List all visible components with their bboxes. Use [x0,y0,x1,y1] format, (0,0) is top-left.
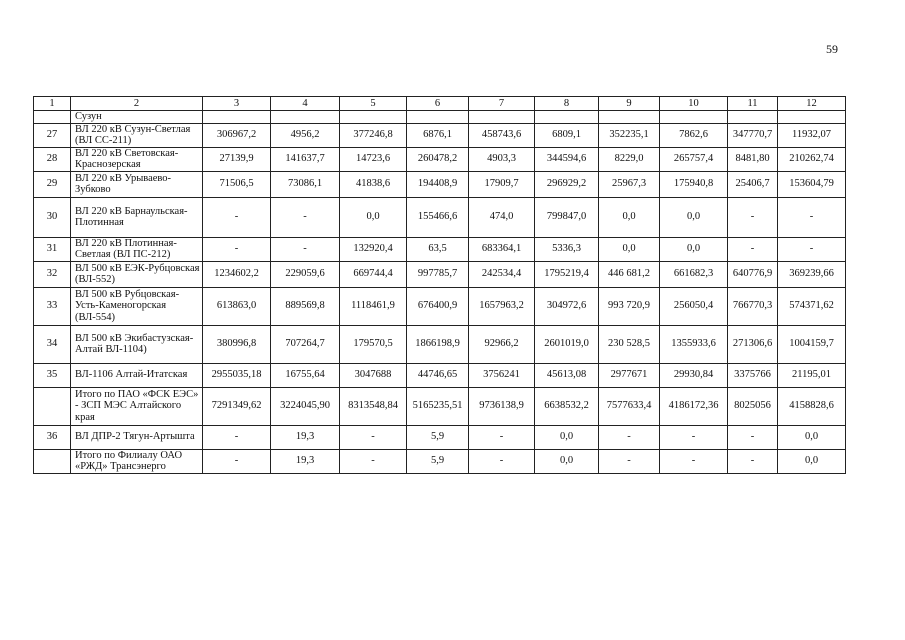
value-cell: 7291349,62 [203,387,271,425]
value-cell: 5,9 [407,449,469,473]
value-cell: 613863,0 [203,287,271,325]
value-cell: 11932,07 [778,123,846,147]
value-cell: - [778,197,846,237]
value-cell: 377246,8 [340,123,407,147]
row-number: 30 [34,197,71,237]
value-cell: 707264,7 [271,325,340,363]
value-cell: 41838,6 [340,171,407,197]
value-cell: 306967,2 [203,123,271,147]
table-row [34,197,846,237]
value-cell: - [203,237,271,261]
line-name: ВЛ 500 кВ ЕЭК-Рубцовская (ВЛ-552) [71,261,203,287]
value-cell: 7577633,4 [599,387,660,425]
value-cell [407,111,469,124]
table-row [34,425,846,449]
value-cell: 256050,4 [660,287,728,325]
value-cell: - [203,449,271,473]
value-cell: 0,0 [660,197,728,237]
column-header: 6 [407,97,469,111]
value-cell: 344594,6 [535,147,599,171]
table-row [34,123,846,147]
value-cell: 574371,62 [778,287,846,325]
value-cell: 25406,7 [728,171,778,197]
value-cell: 1795219,4 [535,261,599,287]
value-cell: 7862,6 [660,123,728,147]
value-cell: 73086,1 [271,171,340,197]
value-cell: 194408,9 [407,171,469,197]
value-cell: 3756241 [469,363,535,387]
column-header: 11 [728,97,778,111]
value-cell: 260478,2 [407,147,469,171]
value-cell: - [599,425,660,449]
value-cell: 1004159,7 [778,325,846,363]
value-cell: 369239,66 [778,261,846,287]
value-cell: 640776,9 [728,261,778,287]
value-cell: 4903,3 [469,147,535,171]
line-name: ВЛ 220 кВ Световская-Краснозерская [71,147,203,171]
value-cell: 5,9 [407,425,469,449]
value-cell: 474,0 [469,197,535,237]
table-row [34,287,846,325]
column-header: 4 [271,97,340,111]
value-cell: 8229,0 [599,147,660,171]
value-cell: 14723,6 [340,147,407,171]
row-number [34,387,71,425]
table-row [34,147,846,171]
value-cell: 27139,9 [203,147,271,171]
row-number: 34 [34,325,71,363]
value-cell: 0,0 [535,425,599,449]
table-body [34,111,846,474]
line-name: Сузун [71,111,203,124]
value-cell: 19,3 [271,425,340,449]
table-row [34,325,846,363]
value-cell [203,111,271,124]
column-header: 7 [469,97,535,111]
value-cell: 446 681,2 [599,261,660,287]
value-cell: 92966,2 [469,325,535,363]
row-number [34,449,71,473]
value-cell: - [728,425,778,449]
row-number: 28 [34,147,71,171]
value-cell: 669744,4 [340,261,407,287]
value-cell: 1657963,2 [469,287,535,325]
value-cell: 8025056 [728,387,778,425]
value-cell: 347770,7 [728,123,778,147]
line-name: Итого по Филиалу ОАО «РЖД» Трансэнерго [71,449,203,473]
value-cell [728,111,778,124]
line-name: ВЛ ДПР-2 Тягун-Артышта [71,425,203,449]
table-header-row [34,97,846,111]
value-cell: 19,3 [271,449,340,473]
value-cell: 2955035,18 [203,363,271,387]
value-cell: 3375766 [728,363,778,387]
value-cell: 8313548,84 [340,387,407,425]
value-cell: - [469,425,535,449]
value-cell: 175940,8 [660,171,728,197]
value-cell: 179570,5 [340,325,407,363]
value-cell: 6809,1 [535,123,599,147]
column-header: 10 [660,97,728,111]
table-row [34,449,846,473]
table-row [34,261,846,287]
value-cell [660,111,728,124]
value-cell: 993 720,9 [599,287,660,325]
value-cell: 0,0 [599,237,660,261]
value-cell: 44746,65 [407,363,469,387]
value-cell: 0,0 [340,197,407,237]
value-cell: 1355933,6 [660,325,728,363]
value-cell: - [599,449,660,473]
value-cell: 242534,4 [469,261,535,287]
value-cell: 21195,01 [778,363,846,387]
value-cell: 153604,79 [778,171,846,197]
page-number: 59 [826,42,838,56]
value-cell: 229059,6 [271,261,340,287]
value-cell: 9736138,9 [469,387,535,425]
value-cell: 5336,3 [535,237,599,261]
data-table [33,96,846,474]
value-cell: 380996,8 [203,325,271,363]
value-cell: 661682,3 [660,261,728,287]
table-row [34,111,846,124]
value-cell: 4186172,36 [660,387,728,425]
column-header: 12 [778,97,846,111]
line-name: ВЛ-1106 Алтай-Итатская [71,363,203,387]
value-cell: 0,0 [778,449,846,473]
row-number: 31 [34,237,71,261]
value-cell: 4956,2 [271,123,340,147]
table-row [34,363,846,387]
value-cell: 132920,4 [340,237,407,261]
value-cell [340,111,407,124]
row-number: 27 [34,123,71,147]
value-cell: 2601019,0 [535,325,599,363]
value-cell: 0,0 [778,425,846,449]
value-cell [469,111,535,124]
row-number: 32 [34,261,71,287]
line-name: ВЛ 220 кВ Барнаульская-Плотинная [71,197,203,237]
value-cell: 458743,6 [469,123,535,147]
value-cell [271,111,340,124]
value-cell: 1234602,2 [203,261,271,287]
column-header: 1 [34,97,71,111]
line-name: Итого по ПАО «ФСК ЕЭС» - ЗСП МЭС Алтайского края [71,387,203,425]
line-name: ВЛ 220 кВ Плотинная-Светлая (ВЛ ПС-212) [71,237,203,261]
table-row [34,387,846,425]
column-header: 3 [203,97,271,111]
value-cell: 71506,5 [203,171,271,197]
column-header: 2 [71,97,203,111]
value-cell: 1866198,9 [407,325,469,363]
value-cell: 230 528,5 [599,325,660,363]
line-name: ВЛ 500 кВ Рубцовская-Усть-Каменогорская (ВЛ-554) [71,287,203,325]
value-cell: 683364,1 [469,237,535,261]
value-cell: - [660,425,728,449]
value-cell [599,111,660,124]
value-cell: 676400,9 [407,287,469,325]
value-cell: 296929,2 [535,171,599,197]
value-cell: - [728,197,778,237]
value-cell: 2977671 [599,363,660,387]
value-cell: 16755,64 [271,363,340,387]
value-cell [778,111,846,124]
value-cell: 6638532,2 [535,387,599,425]
value-cell: - [340,425,407,449]
value-cell: 155466,6 [407,197,469,237]
value-cell: 304972,6 [535,287,599,325]
value-cell: 63,5 [407,237,469,261]
value-cell: 889569,8 [271,287,340,325]
value-cell: 3224045,90 [271,387,340,425]
value-cell: - [778,237,846,261]
value-cell: 45613,08 [535,363,599,387]
line-name: ВЛ 500 кВ Экибастузская-Алтай ВЛ-1104) [71,325,203,363]
column-header: 9 [599,97,660,111]
value-cell: 766770,3 [728,287,778,325]
value-cell: 1118461,9 [340,287,407,325]
value-cell: 271306,6 [728,325,778,363]
value-cell: 17909,7 [469,171,535,197]
table-row [34,237,846,261]
value-cell: - [271,197,340,237]
value-cell: 799847,0 [535,197,599,237]
column-header: 8 [535,97,599,111]
column-header: 5 [340,97,407,111]
value-cell: 5165235,51 [407,387,469,425]
value-cell: 0,0 [535,449,599,473]
value-cell: 141637,7 [271,147,340,171]
value-cell: 0,0 [599,197,660,237]
table-row [34,171,846,197]
value-cell: 4158828,6 [778,387,846,425]
row-number: 35 [34,363,71,387]
value-cell: 265757,4 [660,147,728,171]
value-cell: 0,0 [660,237,728,261]
value-cell: - [728,449,778,473]
row-number: 36 [34,425,71,449]
value-cell: - [469,449,535,473]
value-cell: 352235,1 [599,123,660,147]
value-cell: - [203,425,271,449]
value-cell: - [728,237,778,261]
value-cell: - [271,237,340,261]
row-number [34,111,71,124]
line-name: ВЛ 220 кВ Сузун-Светлая (ВЛ СС-211) [71,123,203,147]
value-cell: 210262,74 [778,147,846,171]
value-cell: 25967,3 [599,171,660,197]
value-cell [535,111,599,124]
row-number: 33 [34,287,71,325]
value-cell: 29930,84 [660,363,728,387]
value-cell: 6876,1 [407,123,469,147]
value-cell: - [660,449,728,473]
value-cell: - [340,449,407,473]
value-cell: 3047688 [340,363,407,387]
value-cell: 997785,7 [407,261,469,287]
row-number: 29 [34,171,71,197]
line-name: ВЛ 220 кВ Урываево-Зубково [71,171,203,197]
value-cell: - [203,197,271,237]
value-cell: 8481,80 [728,147,778,171]
